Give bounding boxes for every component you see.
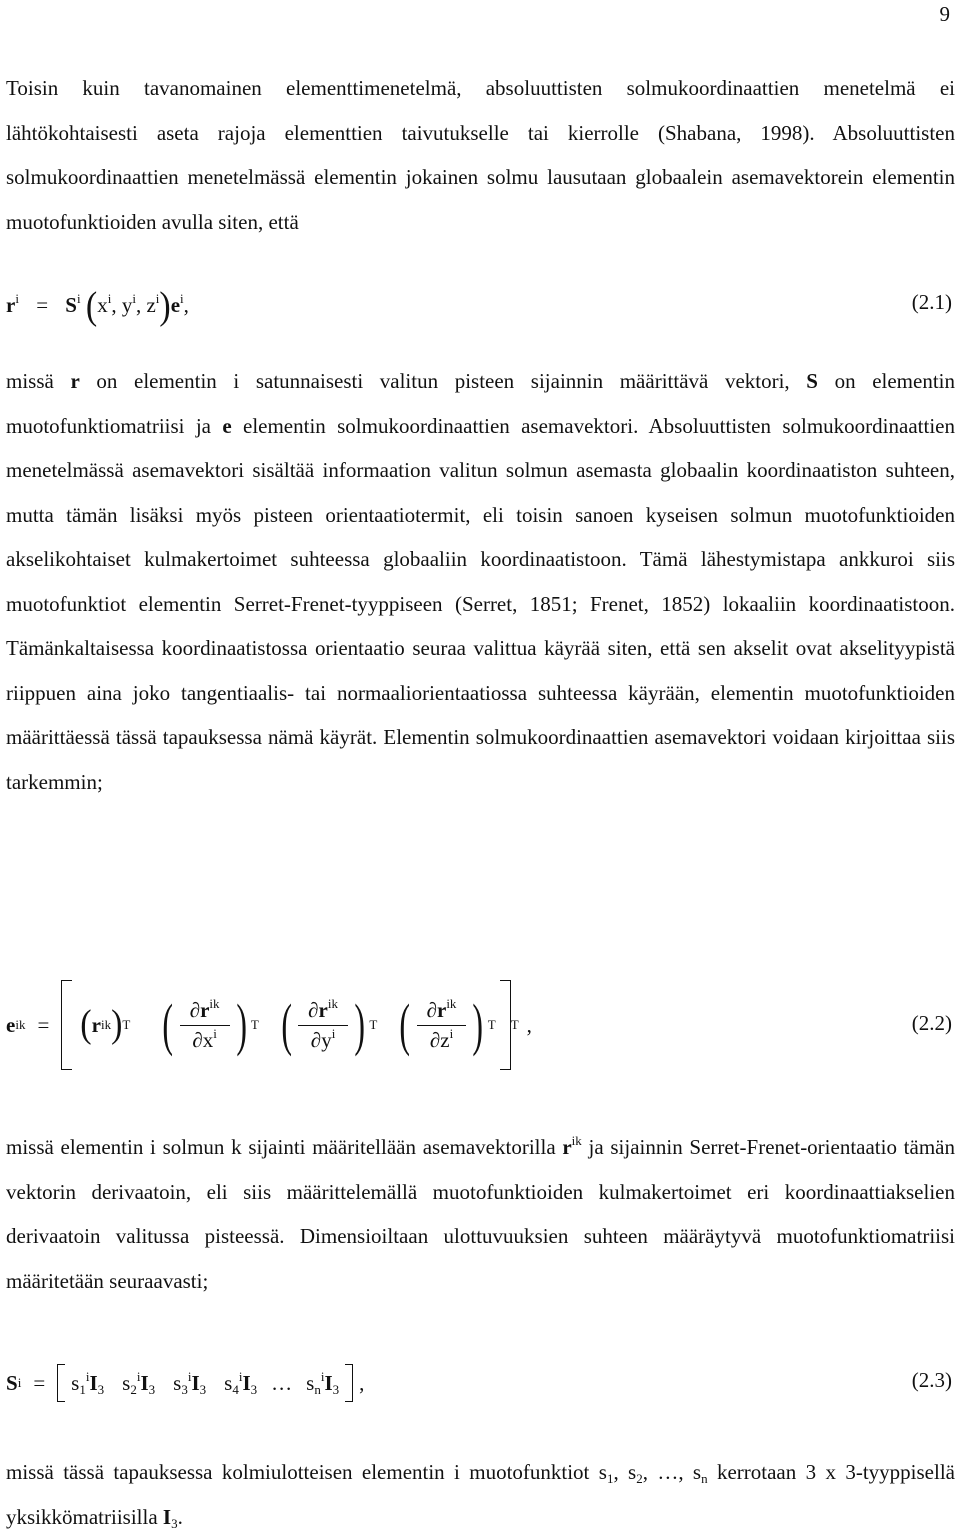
fraction-dy: $\frac{\partial r^{ik}}{\partial y^i}$ (298, 998, 348, 1053)
equation-number: (2.3) (911, 1368, 952, 1392)
eq2-lhs: e (6, 1012, 16, 1037)
left-bracket (61, 980, 72, 1070)
paragraph-position-vector: missä elementin i solmun k sijainti määritellään asemavektorilla $r^{ik}$ ja sijainnin Serret-Frenet-orientaatio tämän vektorin derivaatoin, eli siis määrittelemällä muotofunktioiden kulmakertoimet eri koordinaattiakselien derivaatoin valitussa pisteessä. Dimensioiltaan ulottuvuuksien suhteen määräytyvä muotofunktiomatriisi määritetään seuraavasti; (6, 1133, 955, 1293)
fraction-dz: $\frac{\partial r^{ik}}{\partial z^i}$ (417, 998, 467, 1053)
fraction-dx: $\frac{\partial r^{ik}}{\partial x^i}$ (180, 998, 230, 1053)
equation-number: (2.1) (911, 290, 952, 314)
equation-number: (2.2) (911, 1011, 952, 1035)
equation-2-3: S i = $s_1^iI_3$ $s_2^iI_3$ $s_3^iI_3$ $s_4^iI_3$ … $s_n^iI_3$ , (2.3) (6, 1358, 955, 1408)
page-number: 9 (939, 2, 950, 26)
equation-2-2: e ik = ( r ik ) T ( $\frac{\partial r^{ik}}{\partial x^i}$ ) T ( $\frac{\partial r^{ik}}{\partial y^i}$ ) T ( $\frac{\partial r^{ik}}{\partial z^i}$ ) T T , (2.2) (6, 975, 955, 1075)
paragraph-shape-functions: missä tässä tapauksessa kolmiulotteisen elementin i muotofunktiot $s_1$, $s_2$, …, $s_n$ kerrotaan 3 x 3-tyyppisellä yksikkömatriisilla $I_3$. (6, 1460, 955, 1531)
equation-2-1: $r^i = S^i$ ($x^i$, $y^i$, $z^i)e^i$, (2.1) (6, 285, 952, 328)
eq3-lhs: S (6, 1370, 18, 1395)
right-bracket (500, 980, 511, 1070)
paragraph-description: missä r on elementin i satunnaisesti valitun pisteen sijainnin määrittävä vektori, S on elementin muotofunktiomatriisi ja e elementin solmukoordinaattien asemavektori. Absoluuttisten solmukoordinaattien menetelmässä asemavektori sisältää informaation valitun solmun asemasta globaalin koordinaatiston suhteen, mutta tämän lisäksi myös pisteen orientaatiotermit, eli toisin sanoen kyseisen solmun muotofunktioiden akselikohtaiset kulmakertoimet suhteessa globaaliin koordinaatistoon. Tämä lähestymistapa ankkuroi siis muotofunktiot elementin Serret-Frenet-tyyppiseen (Serret, 1851; Frenet, 1852) lokaaliin koordinaatistoon. Tämänkaltaisessa koordinaatistossa orientaatio seuraa valittua käyrää siten, että sen akselit ovat akselityypistä riippuen aina joko tangentiaalis- tai normaaliorientaatiossa suhteessa käyrään, elementin muotofunktioiden määrittäessä tässä tapauksessa nämä käyrät. Elementin solmukoordinaattien asemavektori voidaan kirjoittaa siis tarkemmin; (6, 369, 955, 794)
paragraph-intro: Toisin kuin tavanomainen elementtimenetelmä, absoluuttisten solmukoordinaattien menetelmä ei lähtökohtaisesti aseta rajoja elementtien taivutukselle tai kierrolle (Shabana, 1998). Absoluuttisten solmukoordinaattien menetelmässä elementin jokainen solmu lausutaan globaalein asemavektorein elementin muotofunktioiden avulla siten, että (6, 76, 955, 234)
eq1-lhs: r (6, 293, 16, 317)
